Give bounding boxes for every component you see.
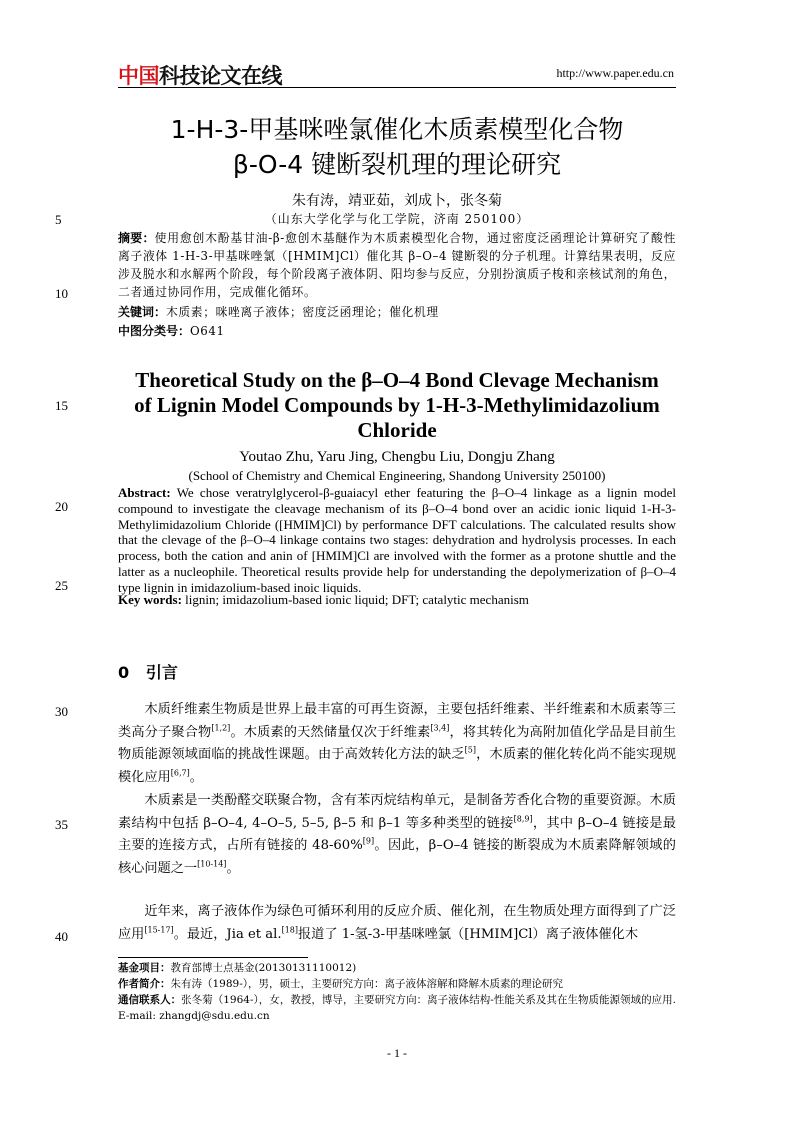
authors-en: Youtao Zhu, Yaru Jing, Chengbu Liu, Dongju Zhang: [239, 449, 555, 465]
footnote-author-label: 作者简介：: [118, 978, 171, 990]
page-number: - 1 -: [387, 1046, 407, 1060]
logo-red-text: 中国: [118, 64, 159, 88]
citation[interactable]: [18]: [281, 925, 298, 935]
affiliation-cn: （山东大学化学与化工学院，济南 250100）: [264, 212, 530, 226]
abstract-cn-text: 使用愈创木酚基甘油-β-愈创木基醚作为木质素模型化合物，通过密度泛函理论计算研究了酸性离子液体 1-H-3-甲基咪唑氯（[HMIM]Cl）催化其 β–O–4 键断裂的分子机理。计算结果表明，反应涉及脱水和水解两个阶段，每个阶段离子液体阴、阳均参与反应，分别扮演质子梭和亲核试剂的角色，二者通过协同作用，完成催化循环。: [118, 231, 676, 299]
intro-p1-text-c: ，将其转化为高附加值化学品是目前生物质能源领域面临的挑战性课题。由于高效转化方法的缺乏: [118, 724, 677, 762]
section-heading-intro: [118, 660, 178, 683]
line-number: 20: [55, 499, 68, 514]
line-number: 35: [55, 817, 68, 832]
classification: [118, 322, 676, 340]
intro-p2-text-c: 。因此，β–O–4 链接的断裂成为木质素降解领域的核心问题之一: [118, 838, 676, 876]
affiliation-en: (School of Chemistry and Chemical Engineering, Shandong University 250100): [188, 468, 606, 483]
abstract-en-label: Abstract:: [118, 485, 171, 500]
citation[interactable]: [1,2]: [211, 723, 231, 733]
intro-p3-text-b: 。最近，Jia et al.: [173, 926, 282, 942]
footnote-funding: [118, 960, 676, 976]
title-en-line1: Theoretical Study on the β–O–4 Bond Clevage Mechanism: [135, 368, 659, 392]
abstract-en-text: We chose veratrylglycerol-β-guaiacyl ether featuring the β–O–4 linkage as a lignin model compound to investigate the cleavage mechanism of its β–O–4 bond over an acidic ionic liquid 1-H-3-Methylimidazolium Chloride ([HMIM]Cl) by performance DFT calculations. The calculated results show that the clevage of the β–O–4 linkage contains two stages: dehydration and hydrolysis processes. In each process, both the cation and anin of [HMIM]Cl are involved with the former as a protone shuttle and the latter as a nucleophile. Theoretical results provide help for understanding the depolymerization of β–O–4 type lignin in imidazolium-based inoic liquids.: [118, 485, 676, 595]
section-title: 引言: [145, 663, 178, 682]
keywords-cn: [118, 303, 676, 321]
logo-black-text: 科技论文在线: [159, 64, 282, 88]
keywords-en: [118, 592, 676, 608]
site-logo: [118, 60, 282, 90]
citation[interactable]: [5]: [464, 745, 477, 755]
line-number: 40: [55, 929, 68, 944]
footnote-rule: [118, 957, 308, 958]
intro-p2-text-d: 。: [226, 860, 240, 876]
intro-p1-text-a: 木质纤维素生物质是世界上最丰富的可再生资源，主要包括纤维素、半纤维素和木质素等三类高分子聚合物: [118, 702, 676, 740]
footnote-contact: [118, 992, 676, 1024]
header-url[interactable]: http://www.paper.edu.cn: [556, 66, 674, 80]
footnote-contact-text: 张冬菊（1964-），女，教授，博导，主要研究方向：离子液体结构-性能关系及其在生物质能源领域的应用. E-mail: zhangdj@sdu.edu.cn: [118, 994, 677, 1022]
header-rule: [118, 87, 676, 88]
footnote-author-text: 朱有涛（1989-），男，硕士，主要研究方向：离子液体溶解和降解木质素的理论研究: [170, 978, 564, 990]
citation[interactable]: [15-17]: [144, 925, 174, 935]
title-cn-line1: 1-H-3-甲基咪唑氯催化木质素模型化合物: [170, 115, 624, 144]
citation[interactable]: [3,4]: [430, 723, 450, 733]
intro-paragraph-1: [118, 699, 676, 789]
intro-p1-text-d: ，木质素的催化转化尚不能实现规模化应用: [118, 747, 677, 785]
line-number: 30: [55, 704, 68, 719]
footnote-funding-text: 教育部博士点基金(20130131110012): [170, 962, 357, 974]
footnote-funding-label: 基金项目：: [118, 962, 171, 974]
intro-paragraph-2: [118, 790, 676, 880]
classification-text: O641: [190, 324, 225, 338]
line-number: 15: [55, 398, 68, 413]
line-number: 25: [55, 578, 68, 593]
citation[interactable]: [8,9]: [513, 814, 533, 824]
title-en-line3: Chloride: [357, 418, 437, 442]
footnote-author: [118, 976, 676, 992]
title-cn-line2: β-O-4 键断裂机理的理论研究: [232, 150, 562, 179]
intro-p3-text-a: 近年来，离子液体作为绿色可循环利用的反应介质、催化剂，在生物质处理方面得到了广泛应用: [118, 904, 676, 942]
line-number: 10: [55, 286, 68, 301]
line-number: 5: [55, 212, 62, 227]
authors-cn: 朱有涛，靖亚茹，刘成卜，张冬菊: [292, 193, 502, 209]
abstract-cn: [118, 229, 676, 301]
keywords-cn-label: 关键词：: [118, 305, 167, 319]
intro-p1-text-e: 。: [189, 769, 203, 785]
title-en-line2: of Lignin Model Compounds by 1-H-3-Methylimidazolium: [134, 393, 660, 417]
abstract-en: [118, 485, 676, 596]
keywords-en-text: lignin; imidazolium-based ionic liquid; DFT; catalytic mechanism: [181, 592, 529, 607]
intro-p3-text-c: 报道了 1-氢-3-甲基咪唑氯（[HMIM]Cl）离子液体催化木: [298, 926, 639, 942]
intro-p1-text-b: 。木质素的天然储量仅次于纤维素: [230, 724, 431, 740]
abstract-cn-label: 摘要：: [118, 231, 155, 245]
intro-paragraph-3: [118, 901, 676, 946]
keywords-en-label: Key words:: [118, 592, 182, 607]
intro-p2-text-a: 木质素是一类酚醛交联聚合物，含有苯丙烷结构单元，是制备芳香化合物的重要资源。木质素结构中包括 β–O–4, 4–O–5, 5–5, β–5 和 β–1 等多种类型的链接: [118, 793, 676, 831]
keywords-cn-text: 木质素；咪唑离子液体；密度泛函理论；催化机理: [166, 305, 439, 319]
section-number: 0: [118, 663, 130, 682]
intro-p2-text-b: ，其中 β–O–4 链接是最主要的连接方式，占所有链接的 48-60%: [118, 815, 676, 853]
citation[interactable]: [6,7]: [170, 768, 190, 778]
footnote-contact-label: 通信联系人：: [118, 994, 182, 1006]
citation[interactable]: [10-14]: [197, 859, 227, 869]
citation[interactable]: [9]: [362, 836, 375, 846]
classification-label: 中图分类号：: [118, 324, 191, 338]
